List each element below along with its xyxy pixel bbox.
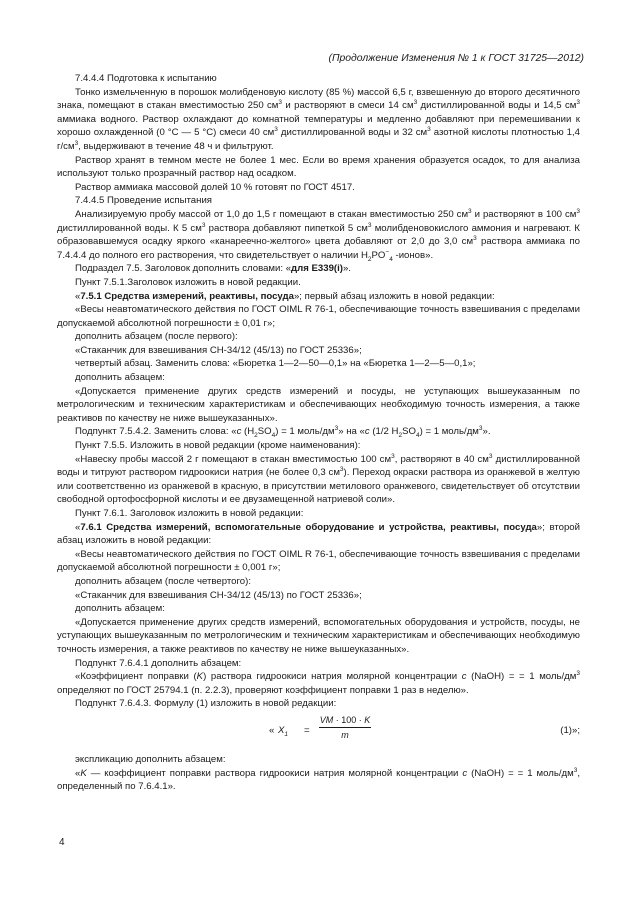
text: PO — [371, 249, 386, 261]
text: ) = 1 моль/дм — [275, 426, 335, 438]
paragraph — [57, 670, 580, 697]
text: дополнить абзацем (после четвертого): — [75, 575, 251, 587]
text: (H — [241, 426, 255, 438]
text: »; первый абзац изложить в новой редакции: — [293, 290, 495, 302]
italic-text: K — [80, 767, 87, 779]
text: SO — [402, 426, 416, 438]
text: Подраздел 7.5. Заголовок дополнить словами: « — [75, 263, 292, 275]
text: — коэффициент поправки раствора гидроокиси натрия молярной концентрации — [86, 767, 463, 779]
paragraph — [57, 521, 580, 548]
paragraph — [57, 385, 580, 426]
text: молибденовокислого аммония и нагревают. К образовавшемуся осадку яркого «канареечно-желтого» цвета добавляют от 2,0 до 3,0 см — [57, 222, 580, 248]
formula-fraction — [319, 714, 371, 741]
paragraph — [57, 753, 580, 767]
formula-1 — [57, 714, 580, 750]
superscript: 3 — [576, 99, 580, 106]
paragraph — [57, 357, 580, 371]
text: , растворяют в 40 см — [394, 453, 489, 465]
paragraph — [57, 303, 580, 330]
text: , выдерживают в течение 48 ч и фильтруют. — [78, 140, 274, 152]
paragraph — [57, 589, 580, 603]
text: ). Переход окраски раствора из оранжевой в желтую или соответственно из оранжевой в красную, в присутствии метилового оранжевого, свидетельствует об отсутствии свободной ортофосфорной кислоты и ее двузамещенной натриевой соли». — [57, 467, 580, 506]
text: экспликацию дополнить абзацем: — [75, 753, 226, 765]
text: ». — [342, 263, 351, 275]
text: Раствор хранят в темном месте не более 1 мес. Если во время хранения образуется осадок, то для анализа используют только прозрачный раствор над осадком. — [57, 154, 580, 180]
text: Пункт 7.5.5. Изложить в новой редакции (кроме наименования): — [75, 440, 361, 452]
formula-k: K — [364, 714, 371, 725]
text: «Стаканчик для взвешивания СН-34/12 (45/13) по ГОСТ 25336»; — [75, 344, 362, 356]
text: ) = 1 моль/дм — [419, 426, 479, 438]
text: « — [75, 290, 81, 302]
superscript: 3 — [278, 99, 283, 106]
formula-numerator — [319, 714, 371, 726]
paragraph — [57, 616, 580, 657]
superscript: 3 — [334, 425, 339, 433]
text: -ионов». — [392, 249, 434, 261]
text: дополнить абзацем: — [75, 372, 165, 384]
paragraph — [57, 208, 580, 262]
text: аммиака водного. Раствор охлаждают до комнатной температуры и медленно добавляют при перемешивании к хорошо охлажденной (0 °С — 5 °С) смеси 40 см — [57, 113, 580, 139]
superscript: 3 — [576, 207, 580, 215]
italic-text: c — [462, 767, 468, 779]
text: Подпункт 7.6.4.1 дополнить абзацем: — [75, 657, 242, 669]
paragraph — [57, 453, 580, 507]
text: Раствор аммиака массовой долей 10 % готовят по ГОСТ 4517. — [75, 181, 355, 193]
paragraph — [57, 575, 580, 589]
bold-text: 7.5.1 Средства измерений, реактивы, посуда — [80, 290, 294, 302]
formula-factor: · 100 · — [333, 714, 365, 725]
superscript: 3 — [573, 766, 578, 774]
paragraph — [57, 181, 580, 195]
paragraph — [57, 72, 580, 86]
superscript: 3 — [468, 207, 472, 215]
paragraph — [57, 194, 580, 208]
text: дистиллированной воды. К 5 см — [57, 222, 202, 234]
formula-x-subscript: 1 — [284, 730, 289, 738]
text: (1/2 H — [369, 426, 399, 438]
superscript: 3 — [576, 669, 580, 677]
running-header: (Продолжение Изменения № 1 к ГОСТ 31725—2012) — [328, 53, 584, 64]
text: дистиллированной воды и 32 см — [277, 127, 428, 139]
formula-vm: VM — [319, 714, 334, 725]
text: Подпункт 7.5.4.2. Заменить слова: « — [75, 426, 237, 438]
text: четвертый абзац. Заменить слова: «Бюретка 1—2—50—0,1» на «Бюретка 1—2—5—0,1»; — [75, 358, 476, 370]
italic-text: c — [236, 426, 242, 438]
paragraph — [57, 439, 580, 453]
paragraph — [57, 86, 580, 154]
bold-text: для Е339(i) — [291, 263, 343, 275]
text: дополнить абзацем (после первого): — [75, 331, 238, 343]
text: Пункт 7.6.1. Заголовок изложить в новой редакции: — [75, 508, 304, 519]
text: «Навеску пробы массой 2 г помещают в стакан вместимостью 100 см — [75, 453, 392, 465]
italic-text: K — [196, 671, 204, 683]
superscript: 3 — [339, 466, 344, 474]
italic-text: c — [364, 426, 370, 438]
text: дистиллированной воды и титруют раствором гидроокиси натрия (не более 0,3 см — [57, 453, 580, 479]
paragraph — [57, 276, 580, 290]
paragraph — [57, 548, 580, 575]
paragraph — [57, 657, 580, 671]
superscript: 3 — [478, 425, 483, 433]
fraction-bar — [319, 727, 371, 728]
text: «Стаканчик для взвешивания СН-34/12 (45/13) по ГОСТ 25336»; — [75, 589, 362, 601]
superscript: 3 — [367, 221, 372, 229]
text: «Весы неавтоматического действия по ГОСТ OIML R 76-1, обеспечивающие точность взвешивания с пределами допускаемой абсолютной погрешности ± 0,001 г»; — [57, 548, 580, 574]
paragraph — [57, 154, 580, 181]
text: Подпункт 7.6.4.3. Формулу (1) изложить в новой редакции: — [75, 698, 337, 710]
formula-number: (1)»; — [560, 724, 580, 736]
page-number: 4 — [59, 837, 65, 848]
paragraph — [57, 330, 580, 344]
text: « — [75, 767, 81, 779]
text: «Коэффициент поправки ( — [75, 671, 197, 683]
formula-x: X — [278, 724, 285, 736]
subscript: 2 — [254, 432, 258, 440]
paragraph — [57, 602, 580, 616]
paragraph — [57, 767, 580, 794]
text: « — [75, 521, 81, 533]
paragraph — [57, 507, 580, 521]
italic-text: c — [461, 671, 467, 683]
text: «Допускается применение других средств измерений и посуды, не уступающих вышеуказанным по метрологическим и техническим характеристикам и обеспечивающих необходимую точность измерения, а также реактивов по качеству не ниже вышеуказанных». — [57, 385, 580, 424]
text: и растворяют в 100 см — [471, 208, 577, 220]
superscript: 3 — [391, 452, 395, 460]
text: раствора добавляют пипеткой 5 см — [205, 222, 368, 234]
bold-text: 7.6.1 Средства измерений, вспомогательные оборудование и устройства, реактивы, посуда — [80, 521, 537, 533]
paragraph — [57, 371, 580, 385]
formula-open-quote: « — [269, 724, 275, 736]
subscript: 2 — [398, 432, 403, 440]
text: » на « — [338, 426, 365, 438]
superscript: 3 — [74, 139, 79, 147]
text: Пункт 7.5.1.Заголовок изложить в новой редакции. — [75, 276, 301, 288]
text: дистиллированной воды и 14,5 см — [417, 100, 577, 112]
text: дополнить абзацем: — [75, 603, 165, 615]
text: «Допускается применение других средств измерений, вспомогательных оборудования и устройств, посуды, не уступающих вышеуказанным по метрологическим и техническим характеристикам и обеспечивающих необходимую точность измерения, а также реактивов по качеству не ниже вышеуказанных». — [57, 616, 580, 655]
subscript: 2 — [367, 255, 372, 263]
formula-denominator: m — [341, 729, 349, 740]
superscript: 3 — [274, 126, 278, 134]
text: Анализируемую пробу массой от 1,0 до 1,5 г помещают в стакан вместимостью 250 см — [75, 208, 469, 220]
superscript: 3 — [488, 452, 493, 460]
text: раствора аммиака по 7.4.4.4 до полного его растворения, что свидетельствует о наличии H — [57, 236, 580, 261]
paragraph — [57, 425, 580, 439]
subscript: 4 — [389, 255, 393, 263]
paragraph — [57, 290, 580, 304]
formula-equals: = — [304, 724, 310, 736]
superscript: 3 — [413, 99, 418, 106]
superscript: 3 — [201, 221, 206, 229]
text: ) раствора гидроокиси натрия молярной концентрации — [203, 671, 462, 683]
text: ». — [482, 426, 491, 438]
paragraph — [57, 262, 580, 276]
text: 7.4.4.5 Проведение испытания — [75, 195, 212, 207]
text: азотной кислоты плотностью 1,4 г/см — [57, 127, 580, 152]
superscript: − — [385, 248, 390, 256]
text: (NaOH) = = 1 моль/дм — [467, 767, 574, 779]
formula-variable — [278, 724, 288, 738]
text: (NaOH) = = 1 моль/дм — [466, 671, 577, 683]
text: определяют по ГОСТ 25794.1 (п. 2.2.3), проверяют коэффициент поправки 1 раз в неделю». — [57, 684, 469, 696]
paragraph — [57, 697, 580, 711]
subscript: 4 — [271, 432, 276, 440]
superscript: 3 — [427, 126, 431, 134]
paragraph — [57, 344, 580, 358]
document-body — [57, 72, 580, 794]
text: SO — [257, 426, 272, 438]
text: , определенный по 7.6.4.1». — [57, 767, 581, 793]
text: «Весы неавтоматического действия по ГОСТ OIML R 76-1, обеспечивающие точность взвешивания с пределами допускаемой абсолютной погрешности ± 0,01 г»; — [57, 304, 580, 329]
text: Тонко измельченную в порошок молибденовую кислоту (85 %) массой 6,5 г, взвешенную до второго десятичного знака, помещают в стакан вместимостью 250 см — [57, 86, 580, 112]
subscript: 4 — [415, 432, 420, 440]
text: »; второй абзац изложить в новой редакции: — [57, 521, 580, 547]
text: 7.4.4.4 Подготовка к испытанию — [75, 73, 217, 84]
superscript: 3 — [473, 234, 477, 242]
text: и растворяют в смеси 14 см — [282, 100, 414, 112]
